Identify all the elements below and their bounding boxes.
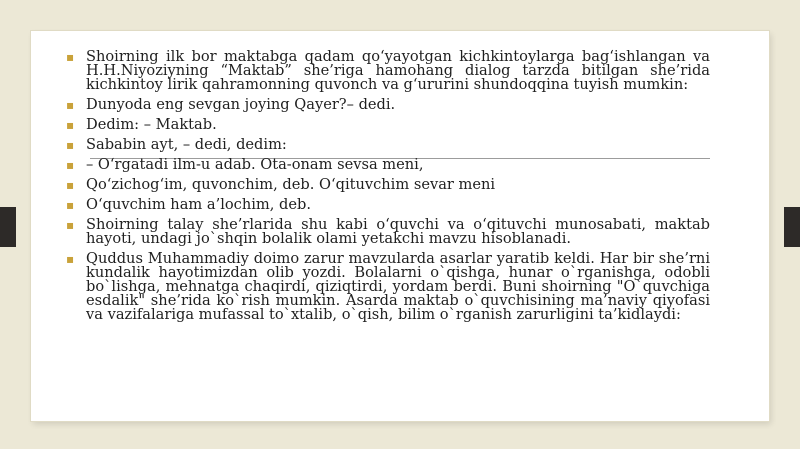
list-item-text: O‘quvchim ham a’lochim, deb.	[86, 196, 311, 213]
list-item	[64, 158, 710, 172]
right-edge-tab	[784, 207, 800, 247]
square-bullet-icon: ▪	[66, 98, 75, 112]
list-item	[64, 198, 710, 212]
list-item-text: Qo‘zichog‘im, quvonchim, deb. O‘qituvchim sevar meni	[86, 176, 496, 193]
list-item-text: Dunyoda eng sevgan joying Qayer?– dedi.	[86, 96, 396, 113]
square-bullet-icon: ▪	[66, 178, 75, 192]
list-item-text: Sababin ayt, – dedi, dedim:	[86, 136, 287, 153]
square-bullet-icon: ▪	[66, 198, 75, 212]
square-bullet-icon: ▪	[66, 138, 75, 152]
list-item	[64, 252, 710, 322]
list-item-text: – O‘rgatadi ilm-u adab. Ota-onam sevsa meni,	[86, 156, 424, 173]
list-item-text: Shoirning ilk bor maktabga qadam qo‘yayotgan kichkintoylarga bag‘ishlangan va H.H.Niyoziyning “Maktab” she’riga hamohang dialog tarzda bitilgan she’rida kichkintoy lirik qahramonning quvonch va g‘ururini shundoqqina tuyish mumkin:	[86, 48, 710, 93]
list-item	[64, 50, 710, 92]
list-item-text: Shoirning talay she’rlarida shu kabi o‘quvchi va o‘qituvchi munosabati, maktab hayoti, undagi jo`shqin bolalik olami yetakchi mavzu hisoblanadi.	[86, 216, 710, 247]
list-item-text: Quddus Muhammadiy doimo zarur mavzularda asarlar yaratib keldi. Har bir she’rni kundalik hayotimizdan olib yozdi. Bolalarni o`qishga, hunar o`rganishga, odobli bo`lishga, mehnatga chaqirdi, qiziqtirdi, yordam berdi. Buni shoirning "O`quvchiga esdalik" she’rida ko`rish mumkin. Asarda maktab o`quvchisining ma’naviy qiyofasi va vazifalariga mufassal to`xtalib, o`qish, bilim o`rganish zarurligini ta’kidlaydi:	[86, 250, 710, 323]
list-item-text: Dedim: – Maktab.	[86, 116, 217, 133]
square-bullet-icon: ▪	[66, 252, 75, 266]
list-item	[64, 118, 710, 132]
square-bullet-icon: ▪	[66, 218, 75, 232]
square-bullet-icon: ▪	[66, 118, 75, 132]
bullet-list	[64, 50, 710, 328]
square-bullet-icon: ▪	[66, 50, 75, 64]
list-item	[64, 218, 710, 246]
list-item	[64, 98, 710, 112]
left-edge-tab	[0, 207, 16, 247]
square-bullet-icon: ▪	[66, 158, 75, 172]
list-item	[64, 138, 710, 152]
list-item	[64, 178, 710, 192]
